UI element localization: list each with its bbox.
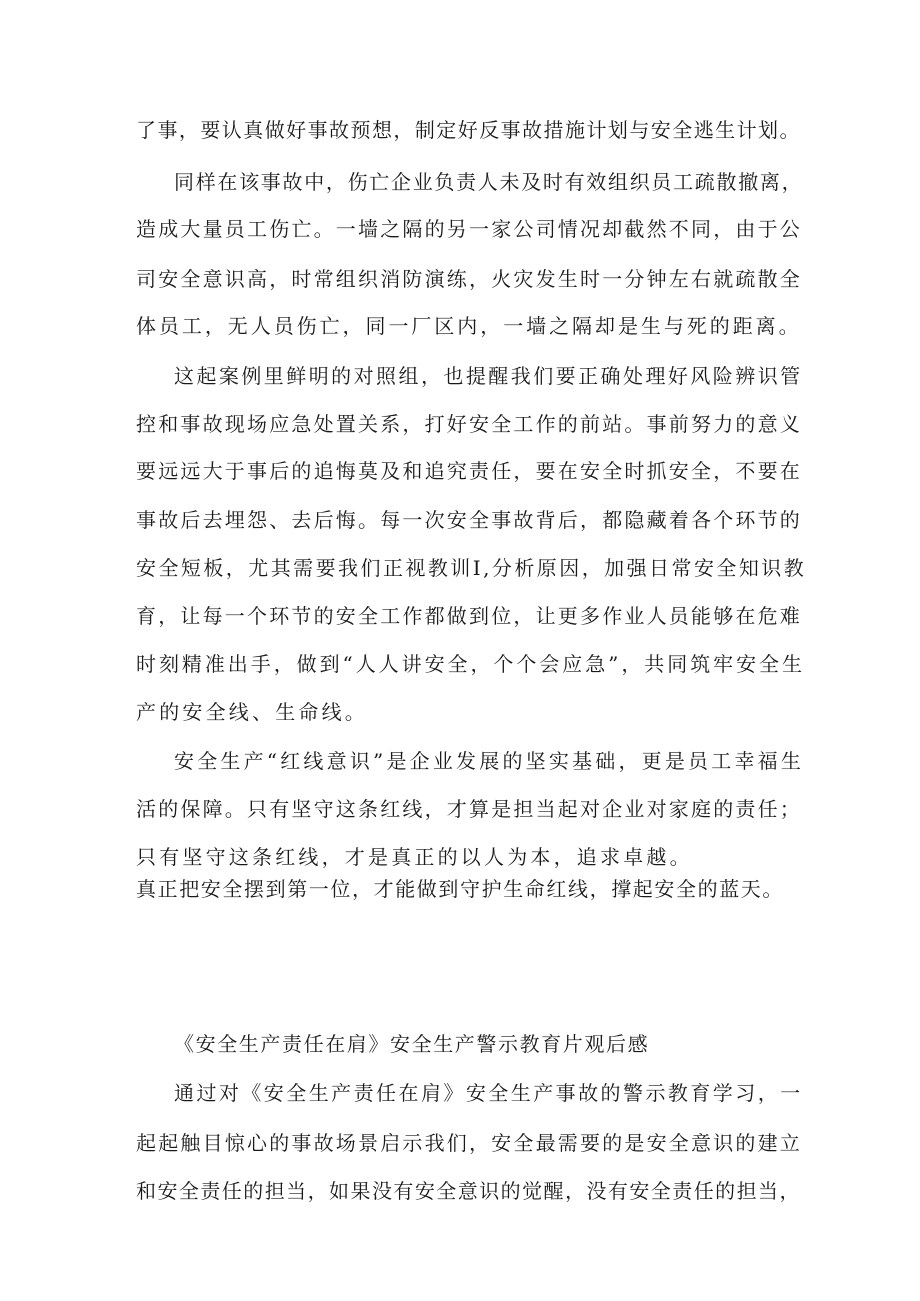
paragraph-line: 事故后去埋怨、去后悔。每一次安全事故背后，都隐藏着各个环节的 bbox=[136, 508, 802, 532]
paragraph-line: 活的保障。只有坚守这条红线，才算是担当起对企业对家庭的责任； bbox=[136, 797, 802, 821]
paragraph-line: 通过对《安全生产责任在肩》安全生产事故的警示教育学习，一 bbox=[174, 1081, 803, 1105]
paragraph-line: 安全生产“红线意识”是企业发展的坚实基础，更是员工幸福生 bbox=[174, 749, 805, 773]
paragraph-line: 同样在该事故中，伤亡企业负责人未及时有效组织员工疏散撤离， bbox=[174, 170, 804, 194]
paragraph-line: 这起案例里鲜明的对照组，也提醒我们要正确处理好风险辨识管 bbox=[174, 364, 803, 388]
paragraph-line: 了事，要认真做好事故预想，制定好反事故措施计划与安全逃生计划。 bbox=[136, 118, 801, 142]
paragraph-line: 造成大量员工伤亡。一墙之隔的另一家公司情况却截然不同，由于公 bbox=[136, 217, 802, 241]
paragraph-line: 育，让每一个环节的安全工作都做到位，让更多作业人员能够在危难 bbox=[136, 604, 802, 628]
paragraph-line: 时刻精准出手，做到“人人讲安全，个个会应急”，共同筑牢安全生 bbox=[136, 652, 805, 676]
paragraph-line: 只有坚守这条红线，才是真正的以人为本，追求卓越。 bbox=[136, 845, 693, 869]
paragraph-line: 安全短板，尤其需要我们正视教训I,分析原因，加强日常安全知识教 bbox=[136, 556, 807, 580]
paragraph-line: 体员工，无人员伤亡，同一厂区内，一墙之隔却是生与死的距离。 bbox=[136, 314, 802, 338]
paragraph-line: 产的安全线、生命线。 bbox=[136, 700, 368, 724]
paragraph-line: 真正把安全摆到第一位，才能做到守护生命红线，撑起安全的蓝天。 bbox=[136, 877, 784, 901]
paragraph-line: 司安全意识高，时常组织消防演练，火灾发生时一分钟左右就疏散全 bbox=[136, 267, 802, 291]
paragraph-line: 要远远大于事后的追悔莫及和追究责任，要在安全时抓安全，不要在 bbox=[136, 459, 802, 483]
paragraph-line: 控和事故现场应急处置关系，打好安全工作的前站。事前努力的意义 bbox=[136, 412, 802, 436]
paragraph-line: 起起触目惊心的事故场景启示我们，安全最需要的是安全意识的建立 bbox=[136, 1131, 802, 1155]
paragraph-line: 和安全责任的担当，如果没有安全意识的觉醒，没有安全责任的担当， bbox=[136, 1179, 801, 1203]
section-title: 《安全生产责任在肩》安全生产警示教育片观后感 bbox=[174, 1032, 650, 1056]
